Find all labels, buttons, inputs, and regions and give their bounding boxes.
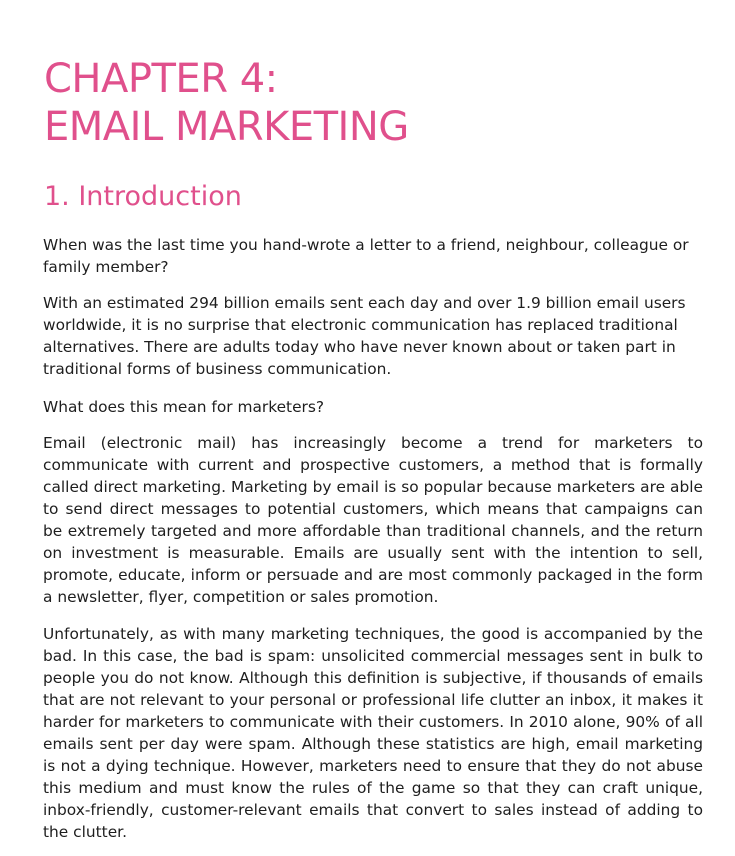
chapter-name: EMAIL MARKETING bbox=[44, 104, 409, 150]
paragraph-spam: Unfortunately, as with many marketing techniques, the good is accompanied by the bad. In this case, the bad is spam: unsolicited commercial messages sent in bulk to people you do not know. Although this definition is subjective, if thousands of emails that are not relevant to your personal or professional life clutter an inbox, it makes it harder for marketers to communicate with their customers. In 2010 alone, 90% of all emails sent per day were spam. Although these statistics are high, email marketing is not a dying technique. However, marketers need to ensure that they do not abuse this medium and must know the rules of the game so that they can craft unique, inbox-friendly, customer-relevant emails that convert to sales instead of adding to the clutter. bbox=[43, 625, 703, 841]
section-heading: 1. Introduction bbox=[44, 181, 242, 212]
chapter-number: CHAPTER 4: bbox=[44, 56, 278, 102]
paragraph-statistics: With an estimated 294 billion emails sent each day and over 1.9 billion email users worldwide, it is no surprise that electronic communication has replaced traditional alternatives. There are adults today who have never known about or taken part in traditional forms of business communication. bbox=[43, 294, 686, 378]
chapter-title bbox=[44, 55, 704, 151]
paragraph-question: When was the last time you hand-wrote a letter to a friend, neighbour, colleague or family member? bbox=[43, 236, 689, 276]
paragraph-marketers-question: What does this mean for marketers? bbox=[43, 398, 325, 416]
paragraph-email-definition: Email (electronic mail) has increasingly become a trend for marketers to communicate with current and prospective customers, a method that is formally called direct marketing. Marketing by email is so popular because marketers are able to send direct messages to potential customers, which means that campaigns can be extremely targeted and more affordable than traditional channels, and the return on investment is measurable. Emails are usually sent with the intention to sell, promote, educate, inform or persuade and are most commonly packaged in the form a newsletter, flyer, competition or sales promotion. bbox=[43, 434, 703, 606]
